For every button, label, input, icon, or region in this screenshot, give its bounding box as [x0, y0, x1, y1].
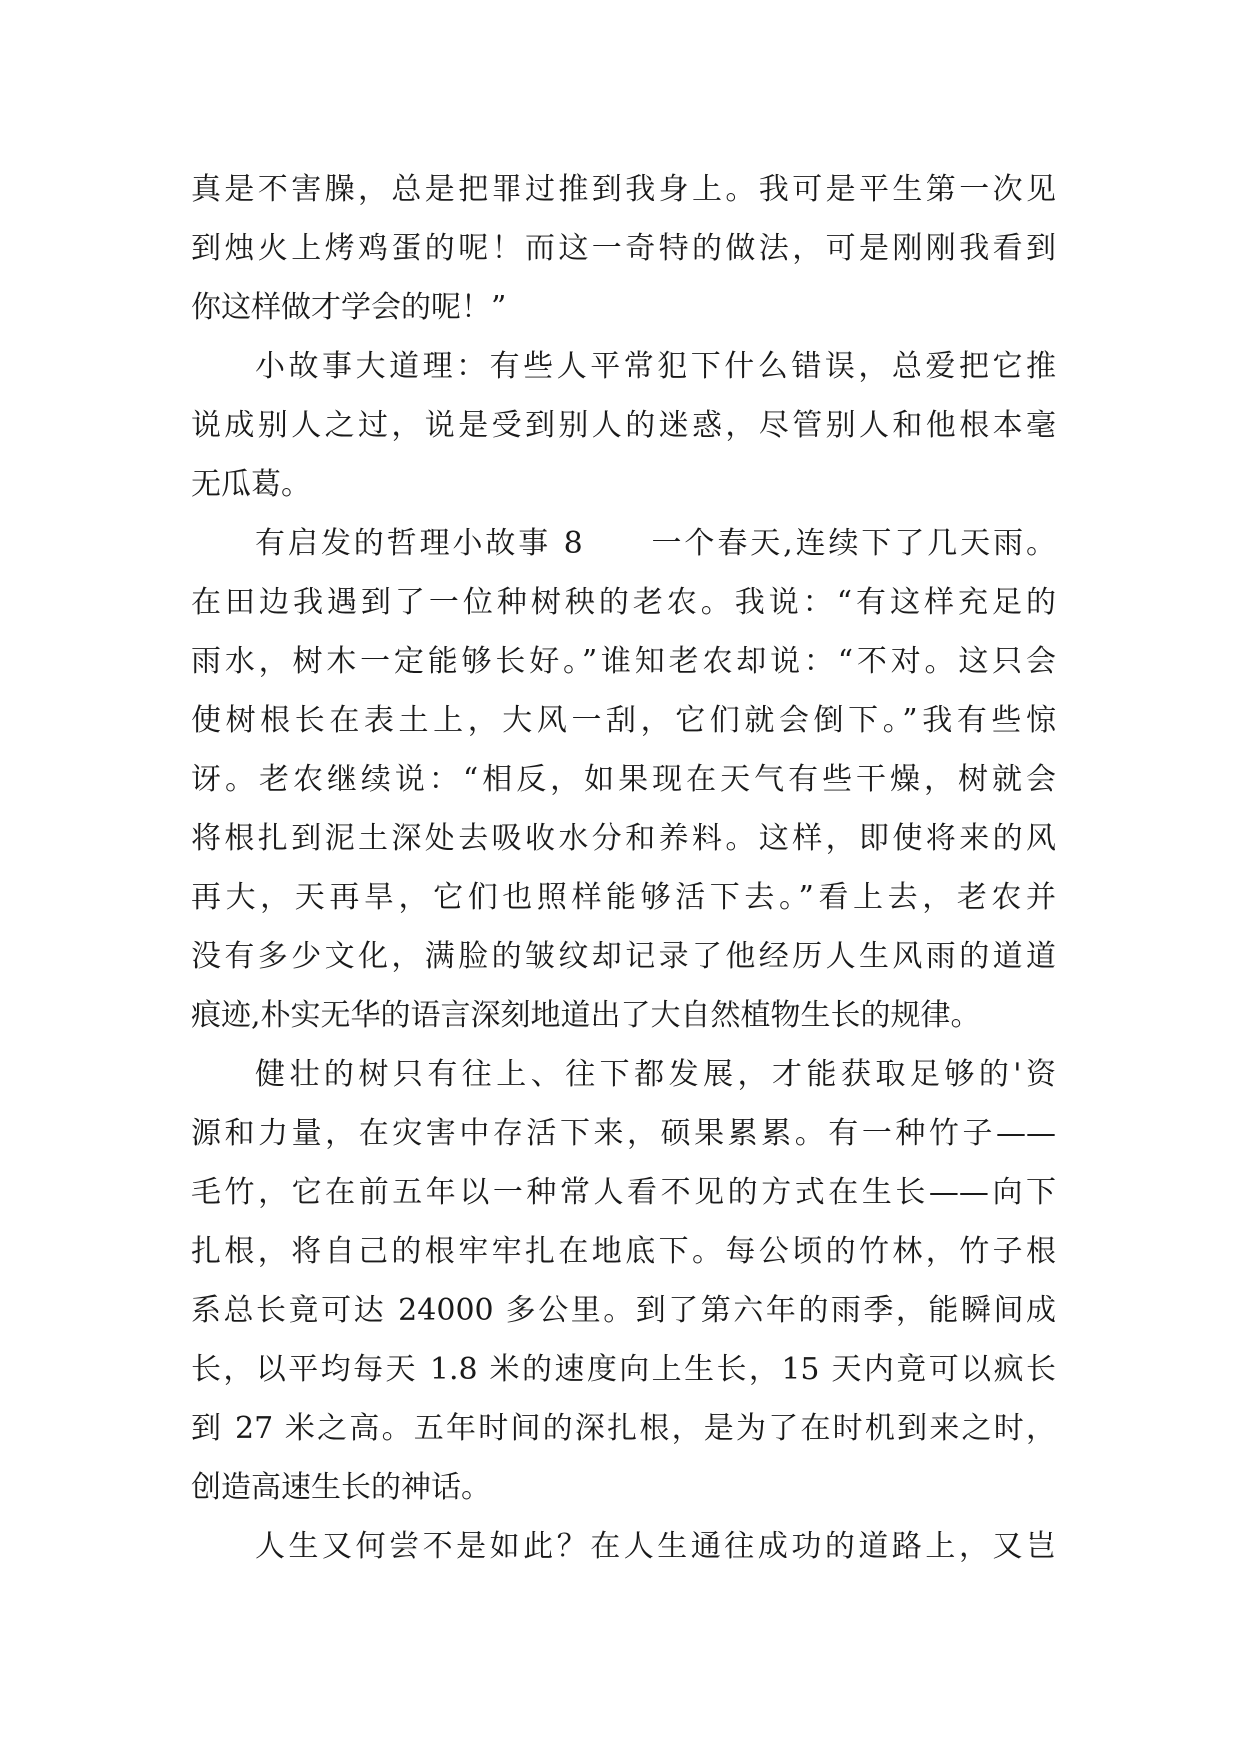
text-line: 人生又何尝不是如此？在人生通往成功的道路上，又岂	[255, 1529, 1056, 1564]
text-line: 有启发的哲理小故事 8 一个春天,连续下了几天雨。	[255, 526, 1056, 561]
text-line: 扎根，将自己的根牢牢扎在地底下。每公顷的竹林，竹子根	[191, 1234, 1056, 1269]
body-text	[191, 160, 1056, 1576]
paragraph-3	[191, 514, 1056, 1045]
text-line: 痕迹,朴实无华的语言深刻地道出了大自然植物生长的规律。	[191, 998, 981, 1033]
text-line: 你这样做才学会的呢！”	[191, 290, 507, 325]
text-line: 系总长竟可达 24000 多公里。到了第六年的雨季，能瞬间成	[191, 1293, 1056, 1328]
paragraph-2	[191, 337, 1056, 514]
text-line: 小故事大道理：有些人平常犯下什么错误，总爱把它推	[255, 349, 1056, 384]
text-line: 创造高速生长的神话。	[191, 1470, 491, 1505]
text-line: 到烛火上烤鸡蛋的呢！而这一奇特的做法，可是刚刚我看到	[191, 231, 1056, 266]
text-line: 长，以平均每天 1.8 米的速度向上生长，15 天内竟可以疯长	[191, 1352, 1056, 1387]
paragraph-4	[191, 1045, 1056, 1517]
text-line: 再大，天再旱，它们也照样能够活下去。”看上去，老农并	[191, 880, 1056, 915]
text-line: 无瓜葛。	[191, 467, 311, 502]
text-line: 真是不害臊，总是把罪过推到我身上。我可是平生第一次见	[191, 172, 1056, 207]
text-line: 没有多少文化，满脸的皱纹却记录了他经历人生风雨的道道	[191, 939, 1056, 974]
text-line: 雨水，树木一定能够长好。”谁知老农却说：“不对。这只会	[191, 644, 1056, 679]
text-line: 讶。老农继续说：“相反，如果现在天气有些干燥，树就会	[191, 762, 1056, 797]
paragraph-5	[191, 1517, 1056, 1576]
text-line: 健壮的树只有往上、往下都发展，才能获取足够的'资	[255, 1057, 1056, 1092]
text-line: 源和力量，在灾害中存活下来，硕果累累。有一种竹子——	[191, 1116, 1056, 1151]
text-line: 在田边我遇到了一位种树秧的老农。我说：“有这样充足的	[191, 585, 1056, 620]
text-line: 毛竹，它在前五年以一种常人看不见的方式在生长——向下	[191, 1175, 1056, 1210]
text-line: 将根扎到泥土深处去吸收水分和养料。这样，即使将来的风	[191, 821, 1056, 856]
text-line: 说成别人之过，说是受到别人的迷惑，尽管别人和他根本毫	[191, 408, 1056, 443]
paragraph-1	[191, 160, 1056, 337]
text-line: 使树根长在表土上，大风一刮，它们就会倒下。”我有些惊	[191, 703, 1056, 738]
text-line: 到 27 米之高。五年时间的深扎根，是为了在时机到来之时，	[191, 1411, 1056, 1446]
